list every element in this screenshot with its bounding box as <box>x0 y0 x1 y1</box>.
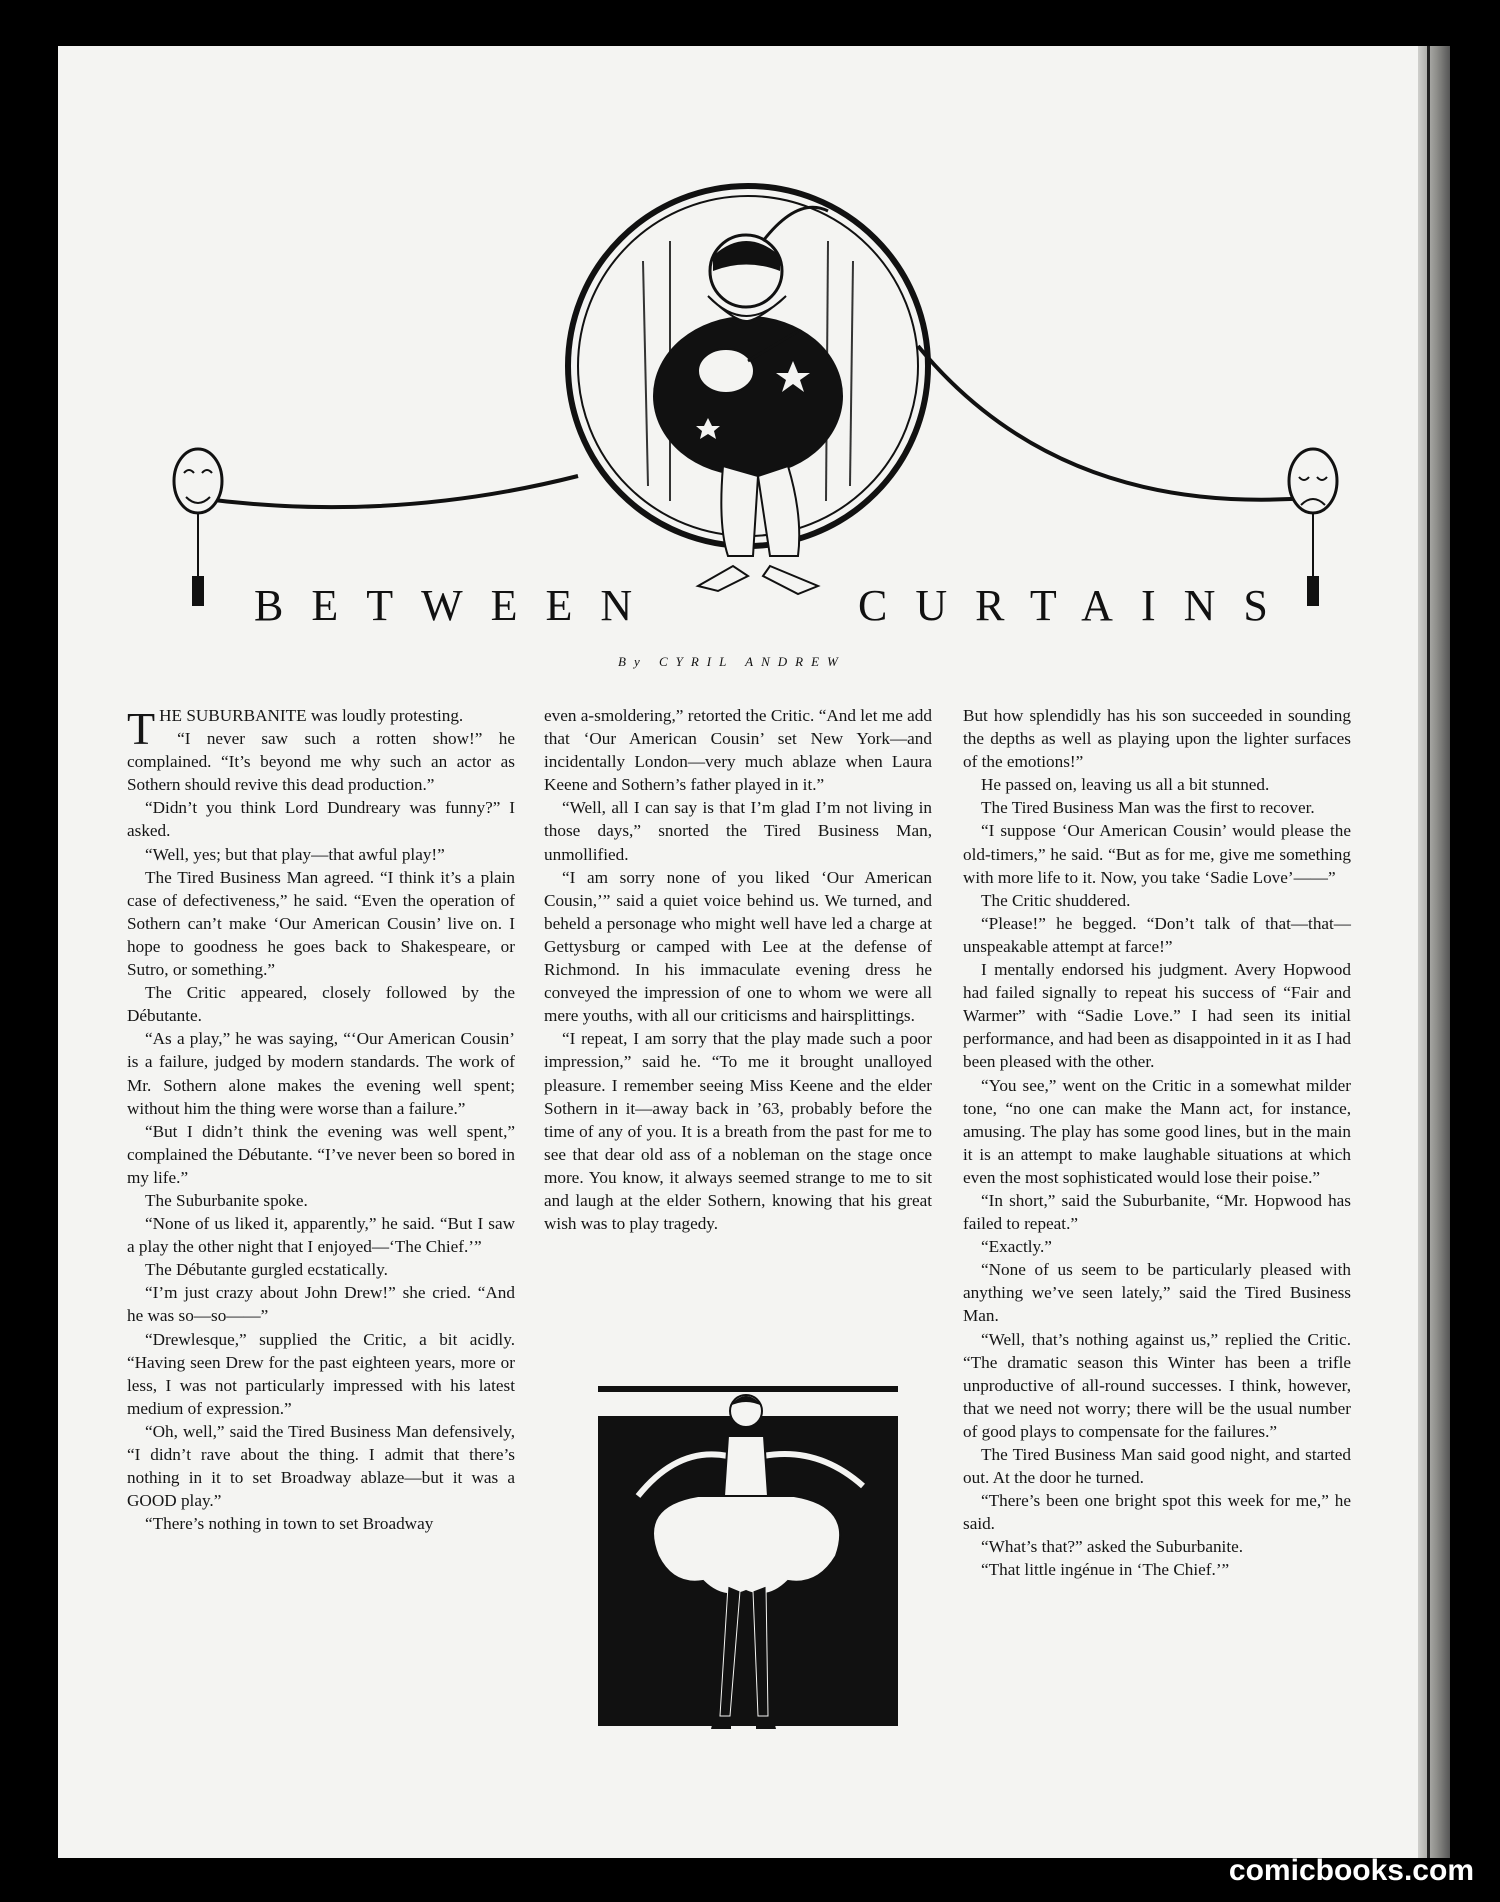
paragraph: The Tired Business Man said good night, and started out. At the door he turned. <box>963 1445 1351 1488</box>
paragraph: “Well, yes; but that play—that awful play!” <box>145 844 445 864</box>
paragraph: “That little ingénue in ‘The Chief.’” <box>981 1560 1230 1580</box>
paragraph: “In short,” said the Suburbanite, “Mr. Hopwood has failed to repeat.” <box>963 1190 1351 1234</box>
paragraph: “There’s been one bright spot this week for me,” he said. <box>963 1491 1351 1534</box>
title-word-curtains: CURTAINS <box>858 581 1296 630</box>
paragraph: He passed on, leaving us all a bit stunned. <box>981 775 1270 795</box>
paragraph: The Débutante gurgled ecstatically. <box>145 1260 388 1280</box>
paragraph: “Please!” he begged. “Don’t talk of that—that—unspeakable attempt at farce!” <box>963 913 1351 956</box>
dancer-illustration <box>598 1386 898 1749</box>
paragraph: “But I didn’t think the evening was well spent,” complained the Débutante. “I’ve never been so bored in my life.” <box>127 1121 515 1187</box>
magazine-page <box>58 46 1450 1858</box>
right-garland <box>918 346 1308 500</box>
paragraph: “Well, all I can say is that I’m glad I’m not living in those days,” snorted the Tired Business Man, unmollified. <box>544 798 932 864</box>
paragraph: But how splendidly has his son succeeded in sounding the depths as well as playing upon the lighter surfaces of the emotions!” <box>963 706 1351 772</box>
column-3 <box>963 704 1351 1582</box>
paragraph: THE SUBURBANITE was loudly protesting. <box>127 703 464 754</box>
paragraph: “You see,” went on the Critic in a somewhat milder tone, “no one can make the Mann act, for instance, amusing. The play has some good lines, but in the main it is an attempt to make laughable situations at which even the most sophisticated would lose their poise.” <box>963 1075 1351 1187</box>
left-garland <box>198 476 578 507</box>
column-1 <box>127 704 515 1535</box>
paragraph: “What’s that?” asked the Suburbanite. <box>981 1537 1244 1557</box>
paragraph: The Tired Business Man agreed. “I think it’s a plain case of defectiveness,” he said. “Even the operation of Sothern can’t make ‘Our American Cousin’ live on. I hope to goodness he goes back to Shakespeare, or Sutro, or something.” <box>127 867 515 980</box>
paragraph: “Well, that’s nothing against us,” replied the Critic. “The dramatic season this Winter has been a trifle unproductive of all-round successes. I think, however, that we need not worry; there will be the usual number of good plays to compensate for the failures.” <box>963 1329 1351 1441</box>
header-illustration <box>58 46 1450 606</box>
paragraph: “I suppose ‘Our American Cousin’ would please the old-timers,” he said. “But as for me, give me something with more life to it. Now, you take ‘Sadie Love’——” <box>963 821 1351 887</box>
paragraph: “I am sorry none of you liked ‘Our American Cousin,’” said a quiet voice behind us. We turned, and beheld a personage who might well have led a charge at Gettysburg or camped with Lee at the defense of Richmond. In his immaculate evening dress he conveyed the impression of one to whom we were all mere youths, with all our criticisms and hairsplittings. <box>544 867 932 1026</box>
byline: By CYRIL ANDREW <box>618 654 846 669</box>
paragraph: “None of us seem to be particularly pleased with anything we’ve seen lately,” said the Tired Business Man. <box>963 1260 1351 1326</box>
title-word-between: BETWEEN <box>254 581 661 630</box>
mandolin <box>698 349 754 393</box>
paragraph: I mentally endorsed his judgment. Avery Hopwood had failed signally to repeat his success of “Fair and Warmer” with “Sadie Love.” I had seen its initial performance, and had been as disappointed in it as I had been pleased with the other. <box>963 960 1351 1072</box>
drop-cap: T <box>127 703 156 754</box>
paragraph: “I never saw such a rotten show!” he complained. “It’s beyond me why such an actor as Sothern should revive this dead production.” <box>127 729 515 795</box>
paragraph: “Drewlesque,” supplied the Critic, a bit acidly. “Having seen Drew for the past eighteen years, more or less, I was not particularly impressed with his latest medium of expression.” <box>127 1329 515 1418</box>
paragraph: The Suburbanite spoke. <box>145 1190 308 1210</box>
paragraph: The Tired Business Man was the first to recover. <box>981 798 1315 818</box>
paragraph: “As a play,” he was saying, “‘Our American Cousin’ is a failure, judged by modern standards. The work of Mr. Sothern alone makes the evening well spent; without him the thing were worse than a failure.” <box>127 1029 515 1118</box>
paragraph: even a-smoldering,” retorted the Critic. “And let me add that ‘Our American Cousin’ set New York—and incidentally London—very much ablaze when Laura Keene and Sothern’s father played in it.” <box>544 706 932 795</box>
column-2 <box>544 704 932 1372</box>
paragraph: The Critic appeared, closely followed by the Débutante. <box>127 983 515 1026</box>
paragraph: “Oh, well,” said the Tired Business Man defensively, “I didn’t rave about the thing. I admit that there’s nothing in it to set Broadway ablaze—but it was a GOOD play.” <box>127 1421 515 1511</box>
watermark-text: comicbooks.com <box>1228 1854 1474 1887</box>
tutu <box>653 1496 840 1594</box>
paragraph: “None of us liked it, apparently,” he said. “But I saw a play the other night that I enjoyed—‘The Chief.’” <box>127 1214 515 1257</box>
paragraph: “I’m just crazy about John Drew!” she cried. “And he was so—so——” <box>127 1283 515 1326</box>
tragedy-mask <box>1289 449 1337 606</box>
paragraph: “I repeat, I am sorry that the play made such a poor impression,” said he. “To me it brought unalloyed pleasure. I remember seeing Miss Keene and the elder Sothern in it—away back in ’63, probably before the time of any of you. It is a breath from the past for me to see that dear old ass of a nobleman on the stage once more. You know, it always seemed strange to me to sit and laugh at the elder Sothern, knowing that his great wish was to play tragedy. <box>544 1029 932 1234</box>
comedy-mask <box>174 449 222 606</box>
pierrot-costume <box>653 316 843 476</box>
paragraph: The Critic shuddered. <box>981 890 1131 910</box>
paragraph: “There’s nothing in town to set Broadway <box>145 1514 434 1534</box>
paragraph: “Exactly.” <box>981 1237 1052 1257</box>
paragraph: “Didn’t you think Lord Dundreary was funny?” I asked. <box>127 798 515 841</box>
